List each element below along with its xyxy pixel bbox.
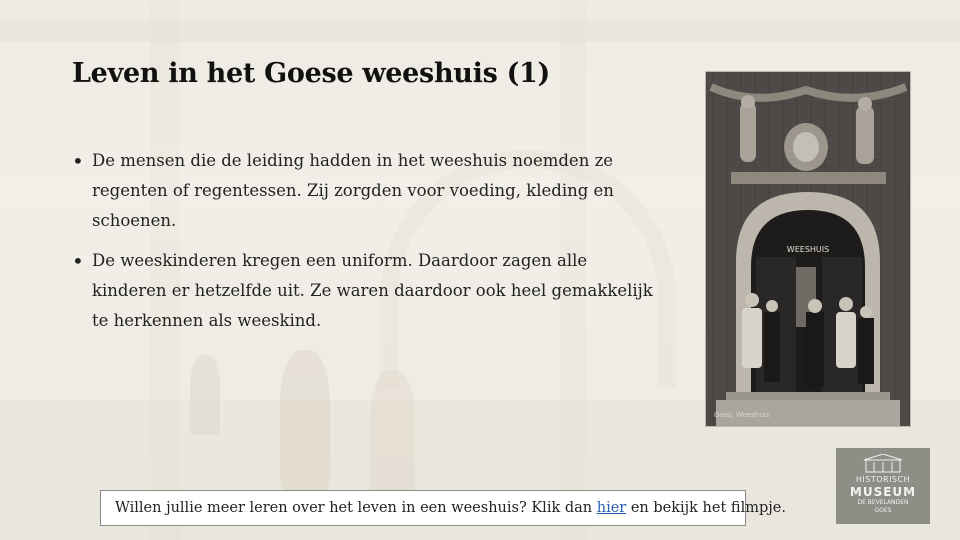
- slide-title: Leven in het Goese weeshuis (1): [72, 58, 551, 89]
- door-sign-text: WEESHUIS: [786, 245, 830, 254]
- video-callout: [100, 490, 786, 526]
- callout-text-after: en bekijk het filmpje.: [626, 500, 786, 516]
- photo-caption: Goes, Weeshuis: [714, 411, 770, 419]
- photo-drawing: [706, 72, 910, 426]
- bullet-text: De weeskinderen kregen een uniform. Daardoor zagen alle kinderen er hetzelfde uit. Ze waren daardoor ook heel gemakkelijk te herkennen als weeskind.: [92, 251, 653, 330]
- orphanage-photo: [705, 71, 911, 427]
- bullet-icon: •: [72, 149, 84, 173]
- bullet-text: De mensen die de leiding hadden in het weeshuis noemden ze regenten of regentessen. Zij zorgden voor voeding, kleding en schoenen.: [92, 151, 614, 230]
- logo-line-1: HISTORISCH: [855, 475, 911, 484]
- bullet-icon: •: [72, 249, 84, 273]
- logo-line-3: DE BEVELANDEN: [857, 499, 909, 506]
- video-link[interactable]: hier: [596, 500, 627, 516]
- logo-line-4: GOES: [874, 507, 892, 514]
- logo-line-2: MUSEUM: [849, 485, 917, 499]
- bullet-item: [72, 246, 672, 336]
- callout-text-before: Willen jullie meer leren over het leven in een weeshuis? Klik dan: [115, 500, 597, 516]
- museum-logo: [836, 448, 930, 524]
- bullet-item: [72, 146, 672, 236]
- museum-building-icon: [836, 454, 930, 474]
- bullet-list: [72, 146, 672, 346]
